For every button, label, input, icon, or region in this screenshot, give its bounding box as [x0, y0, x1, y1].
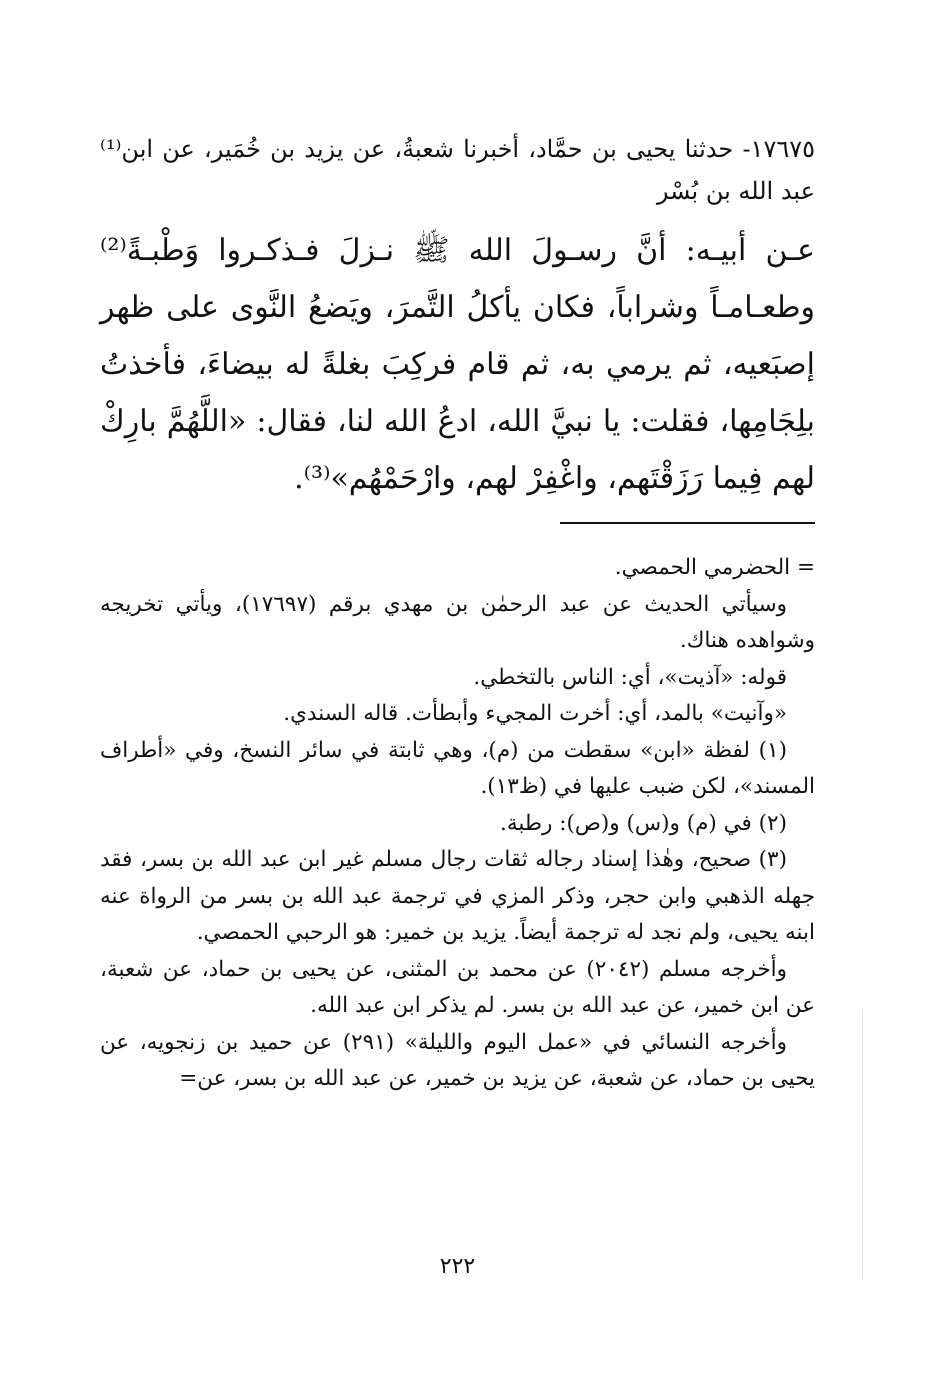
footnote-paragraph: وأخرجه مسلم (٢٠٤٢) عن محمد بن المثنى، عن يحيى بن حماد، عن شعبة، عن ابن خمير، عن عبد الله بن بسر. لم يذكر ابن عبد الله. — [100, 956, 815, 1018]
scan-margin-mark — [862, 1010, 863, 1280]
footnote-paragraph: «وآنيت» بالمد، أي: أخرت المجيء وأبطأت. قاله السندي. — [283, 701, 787, 726]
footnote-continuation: = الحضرمي الحمصي. — [614, 555, 815, 580]
footnotes-section — [100, 550, 815, 1098]
footnote-3: (٣) صحيح، وهٰذا إسناد رجاله ثقات رجال مسلم غير ابن عبد الله بن بسر، فقد جهله الذهبي وابن حجر، وذكر المزي في ترجمة عبد الله بن بسر من الرواة عنه ابنه يحيى، ولم نجد له ترجمة أيضاً. يزيد بن خمير: هو الرحبي الحمصي. — [100, 847, 815, 945]
footnote-paragraph: وسيأتي الحديث عن عبد الرحمٰن بن مهدي برقم (١٧٦٩٧)، ويأتي تخريجه وشواهده هناك. — [100, 591, 815, 653]
footnote-separator — [560, 522, 815, 524]
footnote-paragraph: وأخرجه النسائي في «عمل اليوم والليلة» (٢٩١) عن حميد بن زنجويه، عن يحيى بن حماد، عن شعبة، عن يزيد بن خمير، عن عبد الله بن بسر، عن= — [100, 1029, 815, 1091]
footnote-1: (١) لفظة «ابن» سقطت من (م)، وهي ثابتة في سائر النسخ، وفي «أطراف المسند»، لكن ضبب عليها في (ظ١٣). — [100, 737, 815, 799]
book-page — [100, 0, 815, 1374]
hadith-isnad: ١٧٦٧٥- حدثنا يحيى بن حمَّاد، أخبرنا شعبةُ، عن يزيد بن خُمَير، عن ابن⁽¹⁾ عبد الله بن بُسْر — [100, 135, 815, 205]
page-number: ٢٢٢ — [439, 1254, 476, 1279]
footnote-2: (٢) في (م) و(س) و(ص): رطبة. — [500, 810, 787, 836]
hadith-matn: عـن أبيـه: أنَّ رسـولَ الله ﷺ نـزلَ فـذكـروا وَطْبـةً⁽²⁾ وطعـامـاً وشراباً، فكان يأكلُ التَّمرَ، ويَضعُ النَّوى على ظهر إصبَعيه، ثم يرمي به، ثم قام فركِبَ بغلةً له بيضاءَ، فأخذتُ بلِجَامِها، فقلت: يا نبيَّ الله، ادعُ الله لنا، فقال: «اللَّهُمَّ بارِكْ لهم فِيما رَزَقْتَهم، واغْفِرْ لهم، وارْحَمْهُم»⁽³⁾. — [100, 233, 815, 496]
footnote-paragraph: قوله: «آذيت»، أي: الناس بالتخطي. — [473, 664, 787, 690]
